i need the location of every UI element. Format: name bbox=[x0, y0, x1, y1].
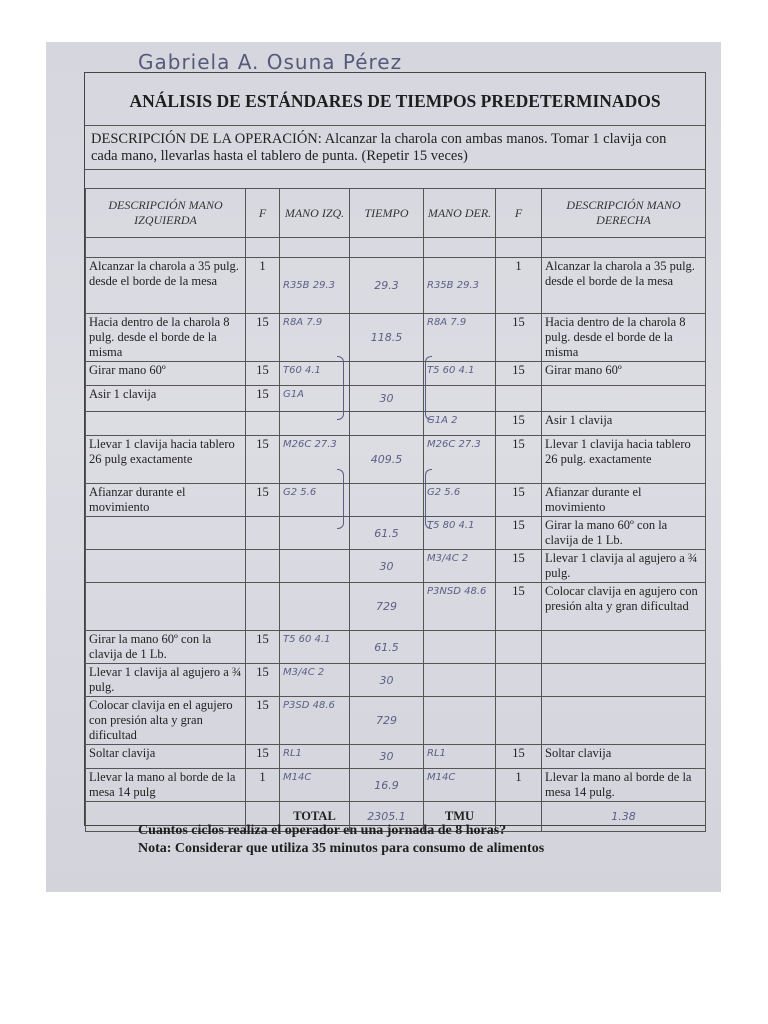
right-frequency: 1 bbox=[496, 769, 542, 802]
left-description: Girar mano 60º bbox=[86, 362, 246, 386]
spacer-row bbox=[86, 238, 706, 258]
right-hand-code: R35B 29.3 bbox=[424, 258, 496, 314]
table-row bbox=[86, 436, 706, 484]
time-value: 30 bbox=[350, 386, 424, 412]
right-frequency: 15 bbox=[496, 550, 542, 583]
divider bbox=[85, 169, 705, 170]
right-frequency: 15 bbox=[496, 314, 542, 362]
table-row bbox=[86, 550, 706, 583]
bracket-left-group-1 bbox=[337, 356, 344, 420]
left-hand-code: P3SD 48.6 bbox=[280, 697, 350, 745]
student-name: Gabriela A. Osuna Pérez bbox=[138, 50, 403, 74]
left-hand-code: T60 4.1 bbox=[280, 362, 350, 386]
operation-description: DESCRIPCIÓN DE LA OPERACIÓN: Alcanzar la charola con ambas manos. Tomar 1 clavija con cada mano, llevarlas hasta el tablero de punta. (Repetir 15 veces) bbox=[91, 131, 667, 164]
time-value bbox=[350, 412, 424, 436]
paper-sheet bbox=[46, 42, 721, 892]
document-photo bbox=[46, 42, 721, 892]
time-value: 409.5 bbox=[350, 436, 424, 484]
table-row bbox=[86, 258, 706, 314]
right-description bbox=[542, 386, 706, 412]
right-description: Soltar clavija bbox=[542, 745, 706, 769]
right-description: Hacia dentro de la charola 8 pulg. desde el borde de la misma bbox=[542, 314, 706, 362]
right-hand-code: RL1 bbox=[424, 745, 496, 769]
left-frequency: 15 bbox=[246, 386, 280, 412]
right-frequency: 1 bbox=[496, 258, 542, 314]
left-frequency: 1 bbox=[246, 769, 280, 802]
right-description bbox=[542, 664, 706, 697]
time-analysis-table bbox=[85, 188, 706, 832]
time-value: 16.9 bbox=[350, 769, 424, 802]
table-row bbox=[86, 664, 706, 697]
right-frequency: 15 bbox=[496, 412, 542, 436]
form-frame bbox=[84, 72, 706, 826]
time-value: 61.5 bbox=[350, 517, 424, 550]
left-frequency: 15 bbox=[246, 745, 280, 769]
right-frequency: 15 bbox=[496, 583, 542, 631]
left-hand-code: RL1 bbox=[280, 745, 350, 769]
left-description: Asir 1 clavija bbox=[86, 386, 246, 412]
right-description: Girar mano 60º bbox=[542, 362, 706, 386]
right-hand-code: M3/4C 2 bbox=[424, 550, 496, 583]
right-frequency: 15 bbox=[496, 436, 542, 484]
right-frequency: 15 bbox=[496, 484, 542, 517]
table-row bbox=[86, 517, 706, 550]
divider bbox=[85, 125, 705, 126]
left-frequency: 15 bbox=[246, 664, 280, 697]
right-description bbox=[542, 697, 706, 745]
time-value: 29.3 bbox=[350, 258, 424, 314]
header-right-description: DESCRIPCIÓN MANO DERECHA bbox=[542, 189, 706, 238]
right-hand-code: T5 60 4.1 bbox=[424, 362, 496, 386]
table-row bbox=[86, 697, 706, 745]
right-frequency bbox=[496, 664, 542, 697]
left-description bbox=[86, 550, 246, 583]
left-frequency bbox=[246, 583, 280, 631]
footer-questions bbox=[138, 822, 544, 858]
right-hand-code: G2 5.6 bbox=[424, 484, 496, 517]
right-description bbox=[542, 631, 706, 664]
right-hand-code bbox=[424, 386, 496, 412]
table-row bbox=[86, 769, 706, 802]
table-row bbox=[86, 412, 706, 436]
left-hand-code: M3/4C 2 bbox=[280, 664, 350, 697]
left-description bbox=[86, 412, 246, 436]
table-row bbox=[86, 386, 706, 412]
left-hand-code: R8A 7.9 bbox=[280, 314, 350, 362]
left-hand-code: G1A bbox=[280, 386, 350, 412]
time-value: 30 bbox=[350, 745, 424, 769]
time-value: 61.5 bbox=[350, 631, 424, 664]
right-hand-code: T5 80 4.1 bbox=[424, 517, 496, 550]
left-frequency: 1 bbox=[246, 258, 280, 314]
time-value: 118.5 bbox=[350, 314, 424, 362]
left-hand-code: G2 5.6 bbox=[280, 484, 350, 517]
right-frequency: 15 bbox=[496, 517, 542, 550]
right-description: Afianzar durante el movimiento bbox=[542, 484, 706, 517]
bracket-right-group-2 bbox=[425, 469, 432, 529]
header-time: TIEMPO bbox=[350, 189, 424, 238]
bracket-left-group-2 bbox=[337, 469, 344, 529]
table-row bbox=[86, 583, 706, 631]
left-hand-code: M14C bbox=[280, 769, 350, 802]
left-hand-code: M26C 27.3 bbox=[280, 436, 350, 484]
right-description: Asir 1 clavija bbox=[542, 412, 706, 436]
left-description: Llevar 1 clavija hacia tablero 26 pulg exactamente bbox=[86, 436, 246, 484]
left-frequency bbox=[246, 412, 280, 436]
header-left-description: DESCRIPCIÓN MANO IZQUIERDA bbox=[86, 189, 246, 238]
question-text: Cuantos ciclos realiza el operador en una jornada de 8 horas? bbox=[138, 823, 507, 838]
right-hand-code bbox=[424, 697, 496, 745]
left-frequency: 15 bbox=[246, 484, 280, 517]
left-description bbox=[86, 517, 246, 550]
right-frequency: 15 bbox=[496, 745, 542, 769]
left-hand-code bbox=[280, 550, 350, 583]
left-description: Soltar clavija bbox=[86, 745, 246, 769]
left-frequency: 15 bbox=[246, 314, 280, 362]
left-frequency: 15 bbox=[246, 631, 280, 664]
header-f-right: F bbox=[496, 189, 542, 238]
left-description: Alcanzar la charola a 35 pulg. desde el borde de la mesa bbox=[86, 258, 246, 314]
right-frequency bbox=[496, 697, 542, 745]
note-text: Nota: Considerar que utiliza 35 minutos para consumo de alimentos bbox=[138, 841, 545, 856]
time-value bbox=[350, 484, 424, 517]
total-label: TOTAL bbox=[280, 802, 350, 832]
right-description: Llevar 1 clavija hacia tablero 26 pulg. exactamente bbox=[542, 436, 706, 484]
left-hand-code bbox=[280, 583, 350, 631]
table-row bbox=[86, 362, 706, 386]
right-frequency bbox=[496, 386, 542, 412]
total-value: 2305.1 bbox=[350, 802, 424, 832]
tmu-value: 1.38 bbox=[542, 802, 706, 832]
left-frequency: 15 bbox=[246, 436, 280, 484]
left-description: Llevar 1 clavija al agujero a ¾ pulg. bbox=[86, 664, 246, 697]
left-hand-code: R35B 29.3 bbox=[280, 258, 350, 314]
time-value bbox=[350, 362, 424, 386]
right-description: Alcanzar la charola a 35 pulg. desde el borde de la mesa bbox=[542, 258, 706, 314]
left-frequency bbox=[246, 517, 280, 550]
left-description: Llevar la mano al borde de la mesa 14 pulg bbox=[86, 769, 246, 802]
time-value: 30 bbox=[350, 664, 424, 697]
right-hand-code: R8A 7.9 bbox=[424, 314, 496, 362]
form-title: ANÁLISIS DE ESTÁNDARES DE TIEMPOS PREDETERMINADOS bbox=[129, 91, 661, 111]
right-frequency: 15 bbox=[496, 362, 542, 386]
left-hand-code: T5 60 4.1 bbox=[280, 631, 350, 664]
left-description: Hacia dentro de la charola 8 pulg. desde el borde de la misma bbox=[86, 314, 246, 362]
left-frequency: 15 bbox=[246, 697, 280, 745]
left-description: Colocar clavija en el agujero con presión alta y gran dificultad bbox=[86, 697, 246, 745]
right-hand-code bbox=[424, 664, 496, 697]
header-f-left: F bbox=[246, 189, 280, 238]
left-frequency: 15 bbox=[246, 362, 280, 386]
right-description: Girar la mano 60º con la clavija de 1 Lb. bbox=[542, 517, 706, 550]
right-hand-code: P3NSD 48.6 bbox=[424, 583, 496, 631]
right-hand-code bbox=[424, 631, 496, 664]
table-row bbox=[86, 631, 706, 664]
right-description: Colocar clavija en agujero con presión alta y gran dificultad bbox=[542, 583, 706, 631]
time-value: 729 bbox=[350, 583, 424, 631]
left-description: Afianzar durante el movimiento bbox=[86, 484, 246, 517]
right-description: Llevar la mano al borde de la mesa 14 pulg. bbox=[542, 769, 706, 802]
table-row bbox=[86, 314, 706, 362]
left-description bbox=[86, 583, 246, 631]
right-description: Llevar 1 clavija al agujero a ¾ pulg. bbox=[542, 550, 706, 583]
header-left-hand: MANO IZQ. bbox=[280, 189, 350, 238]
left-description: Girar la mano 60º con la clavija de 1 Lb. bbox=[86, 631, 246, 664]
right-hand-code: M26C 27.3 bbox=[424, 436, 496, 484]
time-value: 729 bbox=[350, 697, 424, 745]
time-value: 30 bbox=[350, 550, 424, 583]
bracket-right-group-1 bbox=[425, 356, 432, 420]
table-header-row bbox=[86, 189, 706, 238]
right-hand-code: M14C bbox=[424, 769, 496, 802]
header-right-hand: MANO DER. bbox=[424, 189, 496, 238]
table-row bbox=[86, 484, 706, 517]
right-frequency bbox=[496, 631, 542, 664]
tmu-label: TMU bbox=[424, 802, 496, 832]
left-frequency bbox=[246, 550, 280, 583]
table-row bbox=[86, 745, 706, 769]
right-hand-code: G1A 2 bbox=[424, 412, 496, 436]
